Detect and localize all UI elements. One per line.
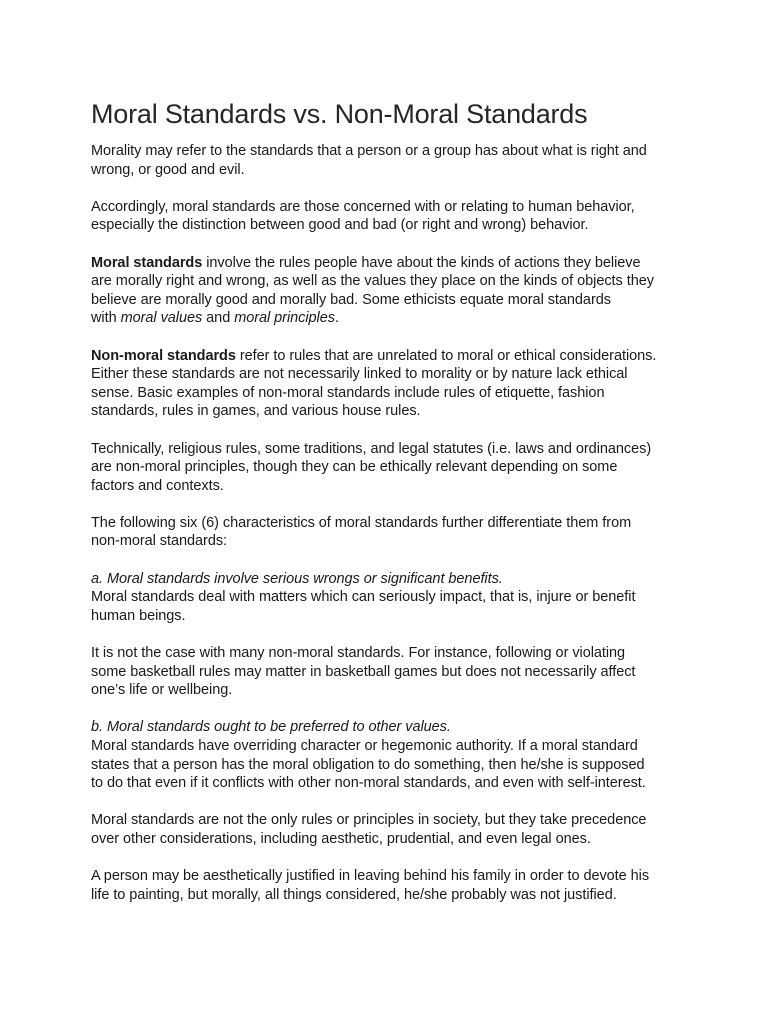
text-line: factors and contexts. xyxy=(91,477,224,494)
paragraph-morality-definition xyxy=(91,142,691,179)
text-line: to do that even if it conflicts with other non-moral standards, and even with self-interest. xyxy=(91,775,646,792)
text-segment: . xyxy=(334,310,339,327)
text-line: believe are morally good and morally bad. Some ethicists equate moral standards xyxy=(91,291,611,308)
term-moral-principles: moral principles xyxy=(234,310,335,327)
paragraph-painting-example xyxy=(91,867,691,904)
text-line: states that a person has the moral obligation to do something, then he/she is supposed xyxy=(91,756,645,773)
text-line: Moral standards are not the only rules or principles in society, but they take precedence xyxy=(91,812,647,829)
text-line: The following six (6) characteristics of moral standards further differentiate them from xyxy=(91,514,632,531)
text-line: are non-moral principles, though they can be ethically relevant depending on some xyxy=(91,459,618,476)
paragraph-six-characteristics xyxy=(91,514,691,551)
text-line: some basketball rules may matter in basketball games but does not necessarily affect xyxy=(91,663,636,680)
document-page xyxy=(91,96,691,923)
paragraph-non-moral-standards xyxy=(91,347,691,421)
text-line xyxy=(91,309,691,328)
text-segment: refer to rules that are unrelated to moral or ethical considerations. xyxy=(235,347,657,364)
text-line: one’s life or wellbeing. xyxy=(91,682,233,699)
page-title: Moral Standards vs. Non-Moral Standards xyxy=(91,99,588,129)
paragraph-precedence xyxy=(91,811,691,848)
text-line xyxy=(91,347,691,366)
term-moral-standards: Moral standards xyxy=(91,254,203,271)
subheading-a: a. Moral standards involve serious wrongs or significant benefits. xyxy=(91,570,503,587)
paragraph-basketball-example xyxy=(91,644,691,700)
text-line: especially the distinction between good and bad (or right and wrong) behavior. xyxy=(91,217,589,234)
text-line: Technically, religious rules, some traditions, and legal statutes (i.e. laws and ordinances) xyxy=(91,440,652,457)
text-segment: with xyxy=(91,310,121,327)
text-line: Accordingly, moral standards are those concerned with or relating to human behavior, xyxy=(91,198,635,215)
paragraph-characteristic-a xyxy=(91,570,691,626)
text-segment: involve the rules people have about the kinds of actions they believe xyxy=(202,254,641,271)
paragraph-religious-rules xyxy=(91,440,691,496)
paragraph-moral-standards xyxy=(91,254,691,328)
paragraph-moral-standards-intro xyxy=(91,198,691,235)
text-line: Moral standards deal with matters which can seriously impact, that is, injure or benefit xyxy=(91,589,636,606)
term-non-moral-standards: Non-moral standards xyxy=(91,347,236,364)
text-line: are morally right and wrong, as well as the values they place on the kinds of objects they xyxy=(91,273,654,290)
text-line xyxy=(91,254,691,273)
text-line: It is not the case with many non-moral standards. For instance, following or violating xyxy=(91,645,626,662)
text-line: wrong, or good and evil. xyxy=(91,161,245,178)
text-segment: and xyxy=(202,310,235,327)
text-line: Either these standards are not necessarily linked to morality or by nature lack ethical xyxy=(91,366,628,383)
text-line: non-moral standards: xyxy=(91,533,228,550)
text-line: sense. Basic examples of non-moral standards include rules of etiquette, fashion xyxy=(91,384,605,401)
text-line: A person may be aesthetically justified in leaving behind his family in order to devote his xyxy=(91,868,650,885)
text-line: human beings. xyxy=(91,607,186,624)
subheading-b: b. Moral standards ought to be preferred to other values. xyxy=(91,719,451,736)
term-moral-values: moral values xyxy=(120,310,203,327)
text-line: life to painting, but morally, all things considered, he/she probably was not justified. xyxy=(91,886,617,903)
text-line: standards, rules in games, and various house rules. xyxy=(91,403,421,420)
paragraph-characteristic-b xyxy=(91,718,691,792)
text-line: over other considerations, including aesthetic, prudential, and even legal ones. xyxy=(91,830,591,847)
text-line: Moral standards have overriding character or hegemonic authority. If a moral standard xyxy=(91,738,638,754)
text-line: Morality may refer to the standards that a person or a group has about what is right and xyxy=(91,143,647,159)
